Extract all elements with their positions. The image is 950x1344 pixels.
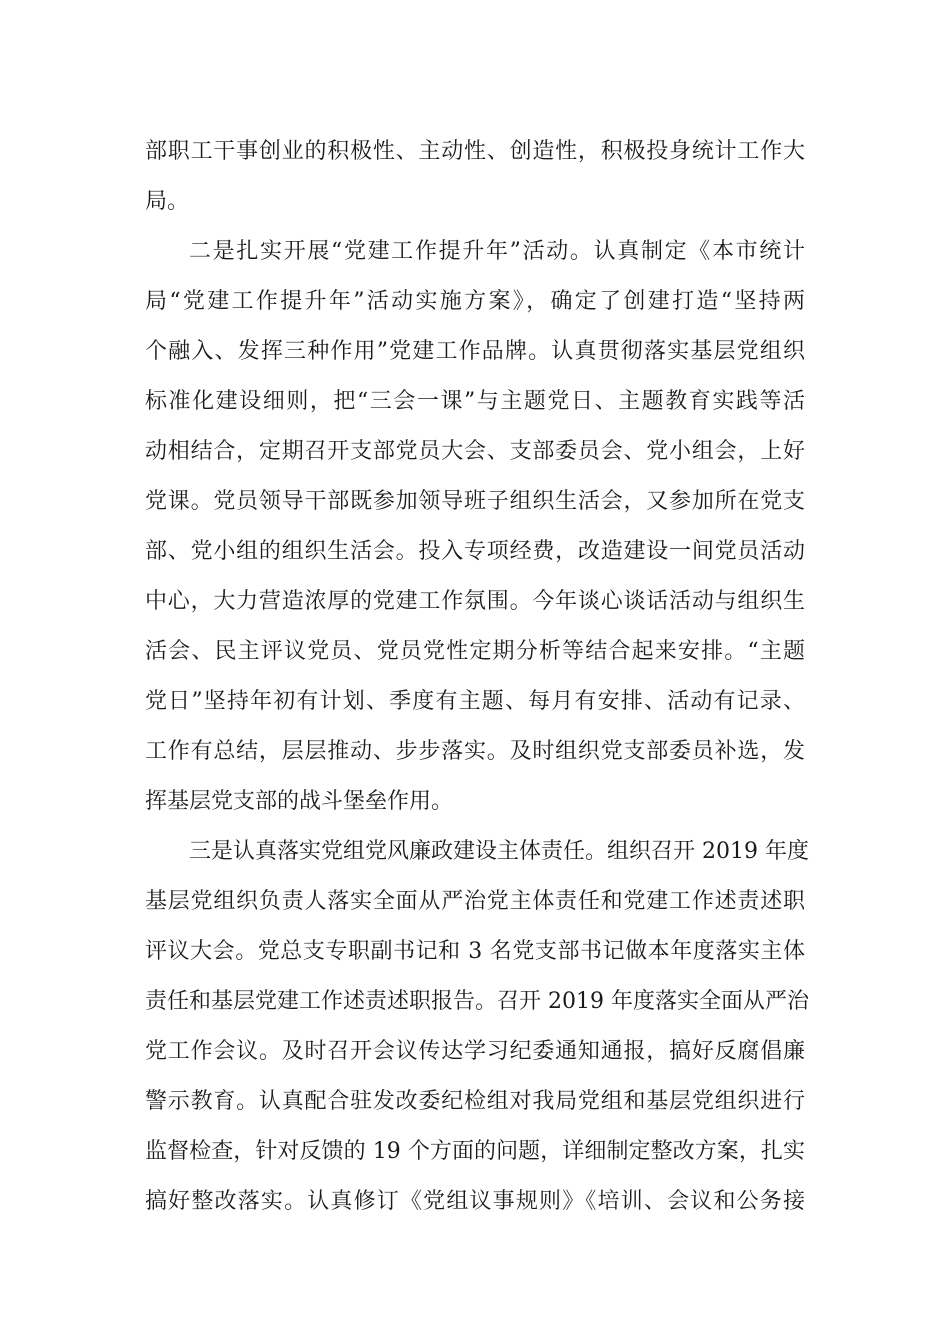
text-line-14: 挥基层党支部的战斗堡垒作用。 [145,789,454,814]
text-line-10: 中心，大力营造浓厚的党建工作氛围。今年谈心谈话活动与组织生 [145,589,805,614]
text-line-18: 责任和基层党建工作述责述职报告。召开 2019 年度落实全面从严治 [145,989,809,1014]
text-line-9: 部、党小组的组织生活会。投入专项经费，改造建设一间党员活动 [145,539,805,564]
paragraph-2-first-line: 二是扎实开展“党建工作提升年”活动。认真制定《本市统计 [189,239,805,264]
text-line-4: 局“党建工作提升年”活动实施方案》，确定了创建打造“坚持两 [145,289,805,314]
text-line-7: 动相结合，定期召开支部党员大会、支部委员会、党小组会，上好 [145,439,805,464]
paragraph-3-first-line: 三是认真落实党组党风廉政建设主体责任。组织召开 2019 年度 [189,839,809,864]
text-line-17: 评议大会。党总支专职副书记和 3 名党支部书记做本年度落实主体 [145,939,805,964]
text-line-2: 局。 [145,189,190,214]
text-line-1: 部职工干事创业的积极性、主动性、创造性，积极投身统计工作大 [145,139,805,164]
text-line-5: 个融入、发挥三种作用”党建工作品牌。认真贯彻落实基层党组织 [145,339,805,364]
text-line-8: 党课。党员领导干部既参加领导班子组织生活会，又参加所在党支 [145,489,805,514]
text-line-11: 活会、民主评议党员、党员党性定期分析等结合起来安排。“主题 [145,639,805,664]
text-line-13: 工作有总结，层层推动、步步落实。及时组织党支部委员补选，发 [145,739,805,764]
text-line-12: 党日”坚持年初有计划、季度有主题、每月有安排、活动有记录、 [145,689,805,714]
text-line-16: 基层党组织负责人落实全面从严治党主体责任和党建工作述责述职 [145,889,805,914]
text-line-19: 党工作会议。及时召开会议传达学习纪委通知通报，搞好反腐倡廉 [145,1039,805,1064]
text-line-22: 搞好整改落实。认真修订《党组议事规则》《培训、会议和公务接 [145,1189,805,1214]
text-line-6: 标准化建设细则，把“三会一课”与主题党日、主题教育实践等活 [145,389,805,414]
text-line-20: 警示教育。认真配合驻发改委纪检组对我局党组和基层党组织进行 [145,1089,805,1114]
text-line-21: 监督检查，针对反馈的 19 个方面的问题，详细制定整改方案，扎实 [145,1139,805,1164]
